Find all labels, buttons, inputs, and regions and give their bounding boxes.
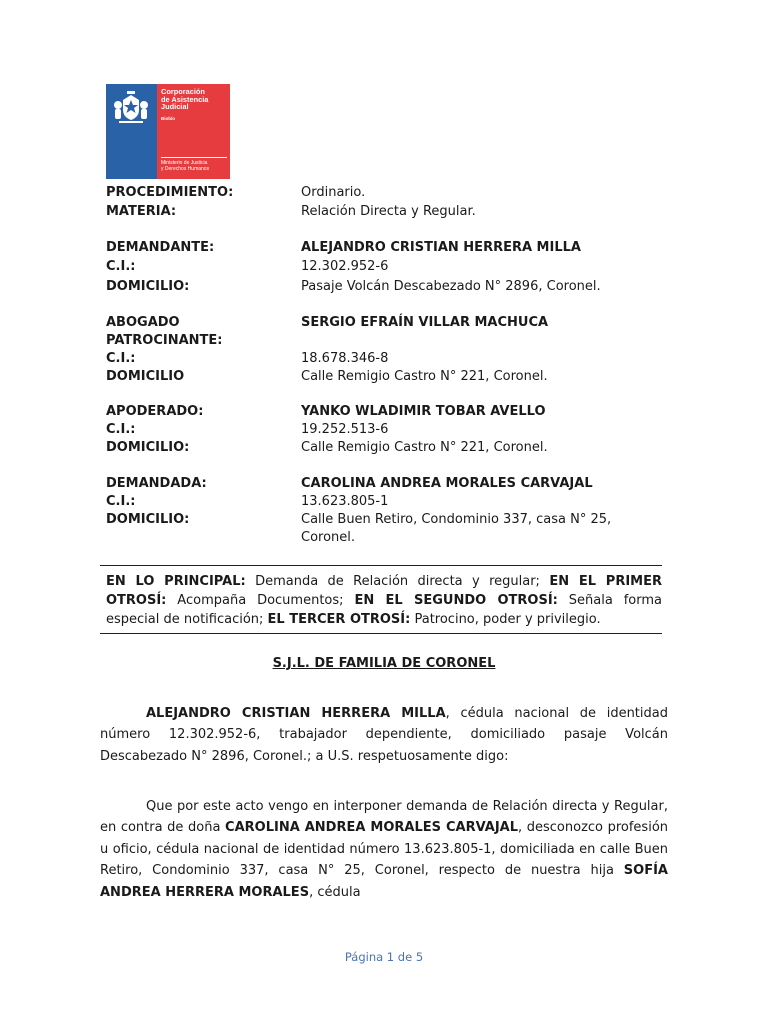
apoderado-ci-label: C.I.: <box>106 422 136 437</box>
abogado-ci-label: C.I.: <box>106 351 136 366</box>
materia-value: Relación Directa y Regular. <box>301 204 476 219</box>
abogado-value: SERGIO EFRAÍN VILLAR MACHUCA <box>301 315 549 330</box>
logo-ministry-line: y Derechos Humanos <box>161 165 210 172</box>
abogado-label-line2: PATROCINANTE: <box>106 333 223 348</box>
paragraph-intro <box>100 703 668 767</box>
tercer-otrosi-label: EL TERCER OTROSÍ: <box>267 612 411 627</box>
paragraph-intro-text: , cédula nacional de identidad número 12.302.952-6, trabajador dependiente, domiciliado pasaje Volcán Descabezado N° 2896, Coronel.; a U.S. respetuosamente digo: <box>100 706 668 764</box>
demandada-label: DEMANDADA: <box>106 476 207 491</box>
paragraph-claim-text-2: , desconozco profesión u oficio, cédula nacional de identidad número 13.623.805-1, domiciliada en calle Buen Retiro, Condominio 337, casa N° 25, Coronel, respecto de nuestra hija <box>100 820 669 879</box>
segundo-otrosi-label: EN EL SEGUNDO OTROSÍ: <box>354 593 558 608</box>
logo-red-panel <box>157 84 230 179</box>
logo-ministry-line: Ministerio de Justicia <box>161 160 208 166</box>
primer-otrosi-text: Acompaña Documentos; <box>166 593 355 608</box>
demandada-ci-label: C.I.: <box>106 494 136 509</box>
demandante-label: DEMANDANTE: <box>106 240 215 255</box>
abogado-label: ABOGADO <box>106 315 180 330</box>
logo-org-line: Corporación <box>161 87 205 96</box>
child-name: SOFÍA ANDREA HERRERA MORALES <box>100 863 668 900</box>
demandante-domicilio-value: Pasaje Volcán Descabezado N° 2896, Coronel. <box>301 279 601 294</box>
apoderado-domicilio-label: DOMICILIO: <box>106 440 190 455</box>
logo-blue-panel <box>106 84 157 179</box>
demandante-domicilio-label: DOMICILIO: <box>106 279 190 294</box>
demandante-ci-value: 12.302.952-6 <box>301 259 389 274</box>
plaintiff-name: ALEJANDRO CRISTIAN HERRERA MILLA <box>146 706 446 721</box>
logo-divider <box>161 157 227 158</box>
procedimiento-value: Ordinario. <box>301 185 366 200</box>
coat-of-arms-icon <box>112 91 150 125</box>
page-number: Página 1 de 5 <box>344 950 424 964</box>
demandante-value: ALEJANDRO CRISTIAN HERRERA MILLA <box>301 240 581 255</box>
abogado-domicilio-value: Calle Remigio Castro N° 221, Coronel. <box>301 369 548 384</box>
logo-ministry <box>161 161 209 172</box>
paragraph-claim-text: Que por este acto vengo en interponer demanda de Relación directa y Regular, en contra de doña <box>100 799 668 836</box>
apoderado-ci-value: 19.252.513-6 <box>301 422 389 437</box>
apoderado-value: YANKO WLADIMIR TOBAR AVELLO <box>301 404 546 419</box>
segundo-otrosi-text: Señala forma especial de notificación; <box>106 593 662 627</box>
demandada-domicilio-value-line2: Coronel. <box>301 530 356 545</box>
summary-box <box>100 565 662 634</box>
apoderado-label: APODERADO: <box>106 404 204 419</box>
logo-org-line: Judicial <box>161 102 189 112</box>
logo-region: Biobío <box>161 116 175 121</box>
paragraph-claim-text-3: , cédula <box>309 884 361 900</box>
materia-label: MATERIA: <box>106 204 177 219</box>
demandada-domicilio-label: DOMICILIO: <box>106 512 190 527</box>
abogado-ci-value: 18.678.346-8 <box>301 351 389 366</box>
institution-logo <box>106 84 230 179</box>
tercer-otrosi-text: Patrocino, poder y privilegio. <box>410 612 601 627</box>
procedimiento-label: PROCEDIMIENTO: <box>106 185 234 200</box>
apoderado-domicilio-value: Calle Remigio Castro N° 221, Coronel. <box>301 440 548 455</box>
defendant-name: CAROLINA ANDREA MORALES CARVAJAL <box>225 820 519 836</box>
primer-otrosi-label: EN EL PRIMER OTROSÍ: <box>106 574 662 608</box>
abogado-domicilio-label: DOMICILIO <box>106 369 185 384</box>
court-title: S.J.L. DE FAMILIA DE CORONEL <box>272 656 496 671</box>
demandada-domicilio-value: Calle Buen Retiro, Condominio 337, casa N° 25, <box>301 512 612 527</box>
paragraph-claim <box>100 796 668 903</box>
demandada-ci-value: 13.623.805-1 <box>301 494 389 509</box>
principal-label: EN LO PRINCIPAL: <box>106 574 246 589</box>
logo-org-line: de Asistencia <box>161 94 209 104</box>
demandada-value: CAROLINA ANDREA MORALES CARVAJAL <box>301 476 593 491</box>
demandante-ci-label: C.I.: <box>106 259 136 274</box>
principal-text: Demanda de Relación directa y regular; <box>245 574 550 589</box>
logo-org-name <box>161 88 208 111</box>
